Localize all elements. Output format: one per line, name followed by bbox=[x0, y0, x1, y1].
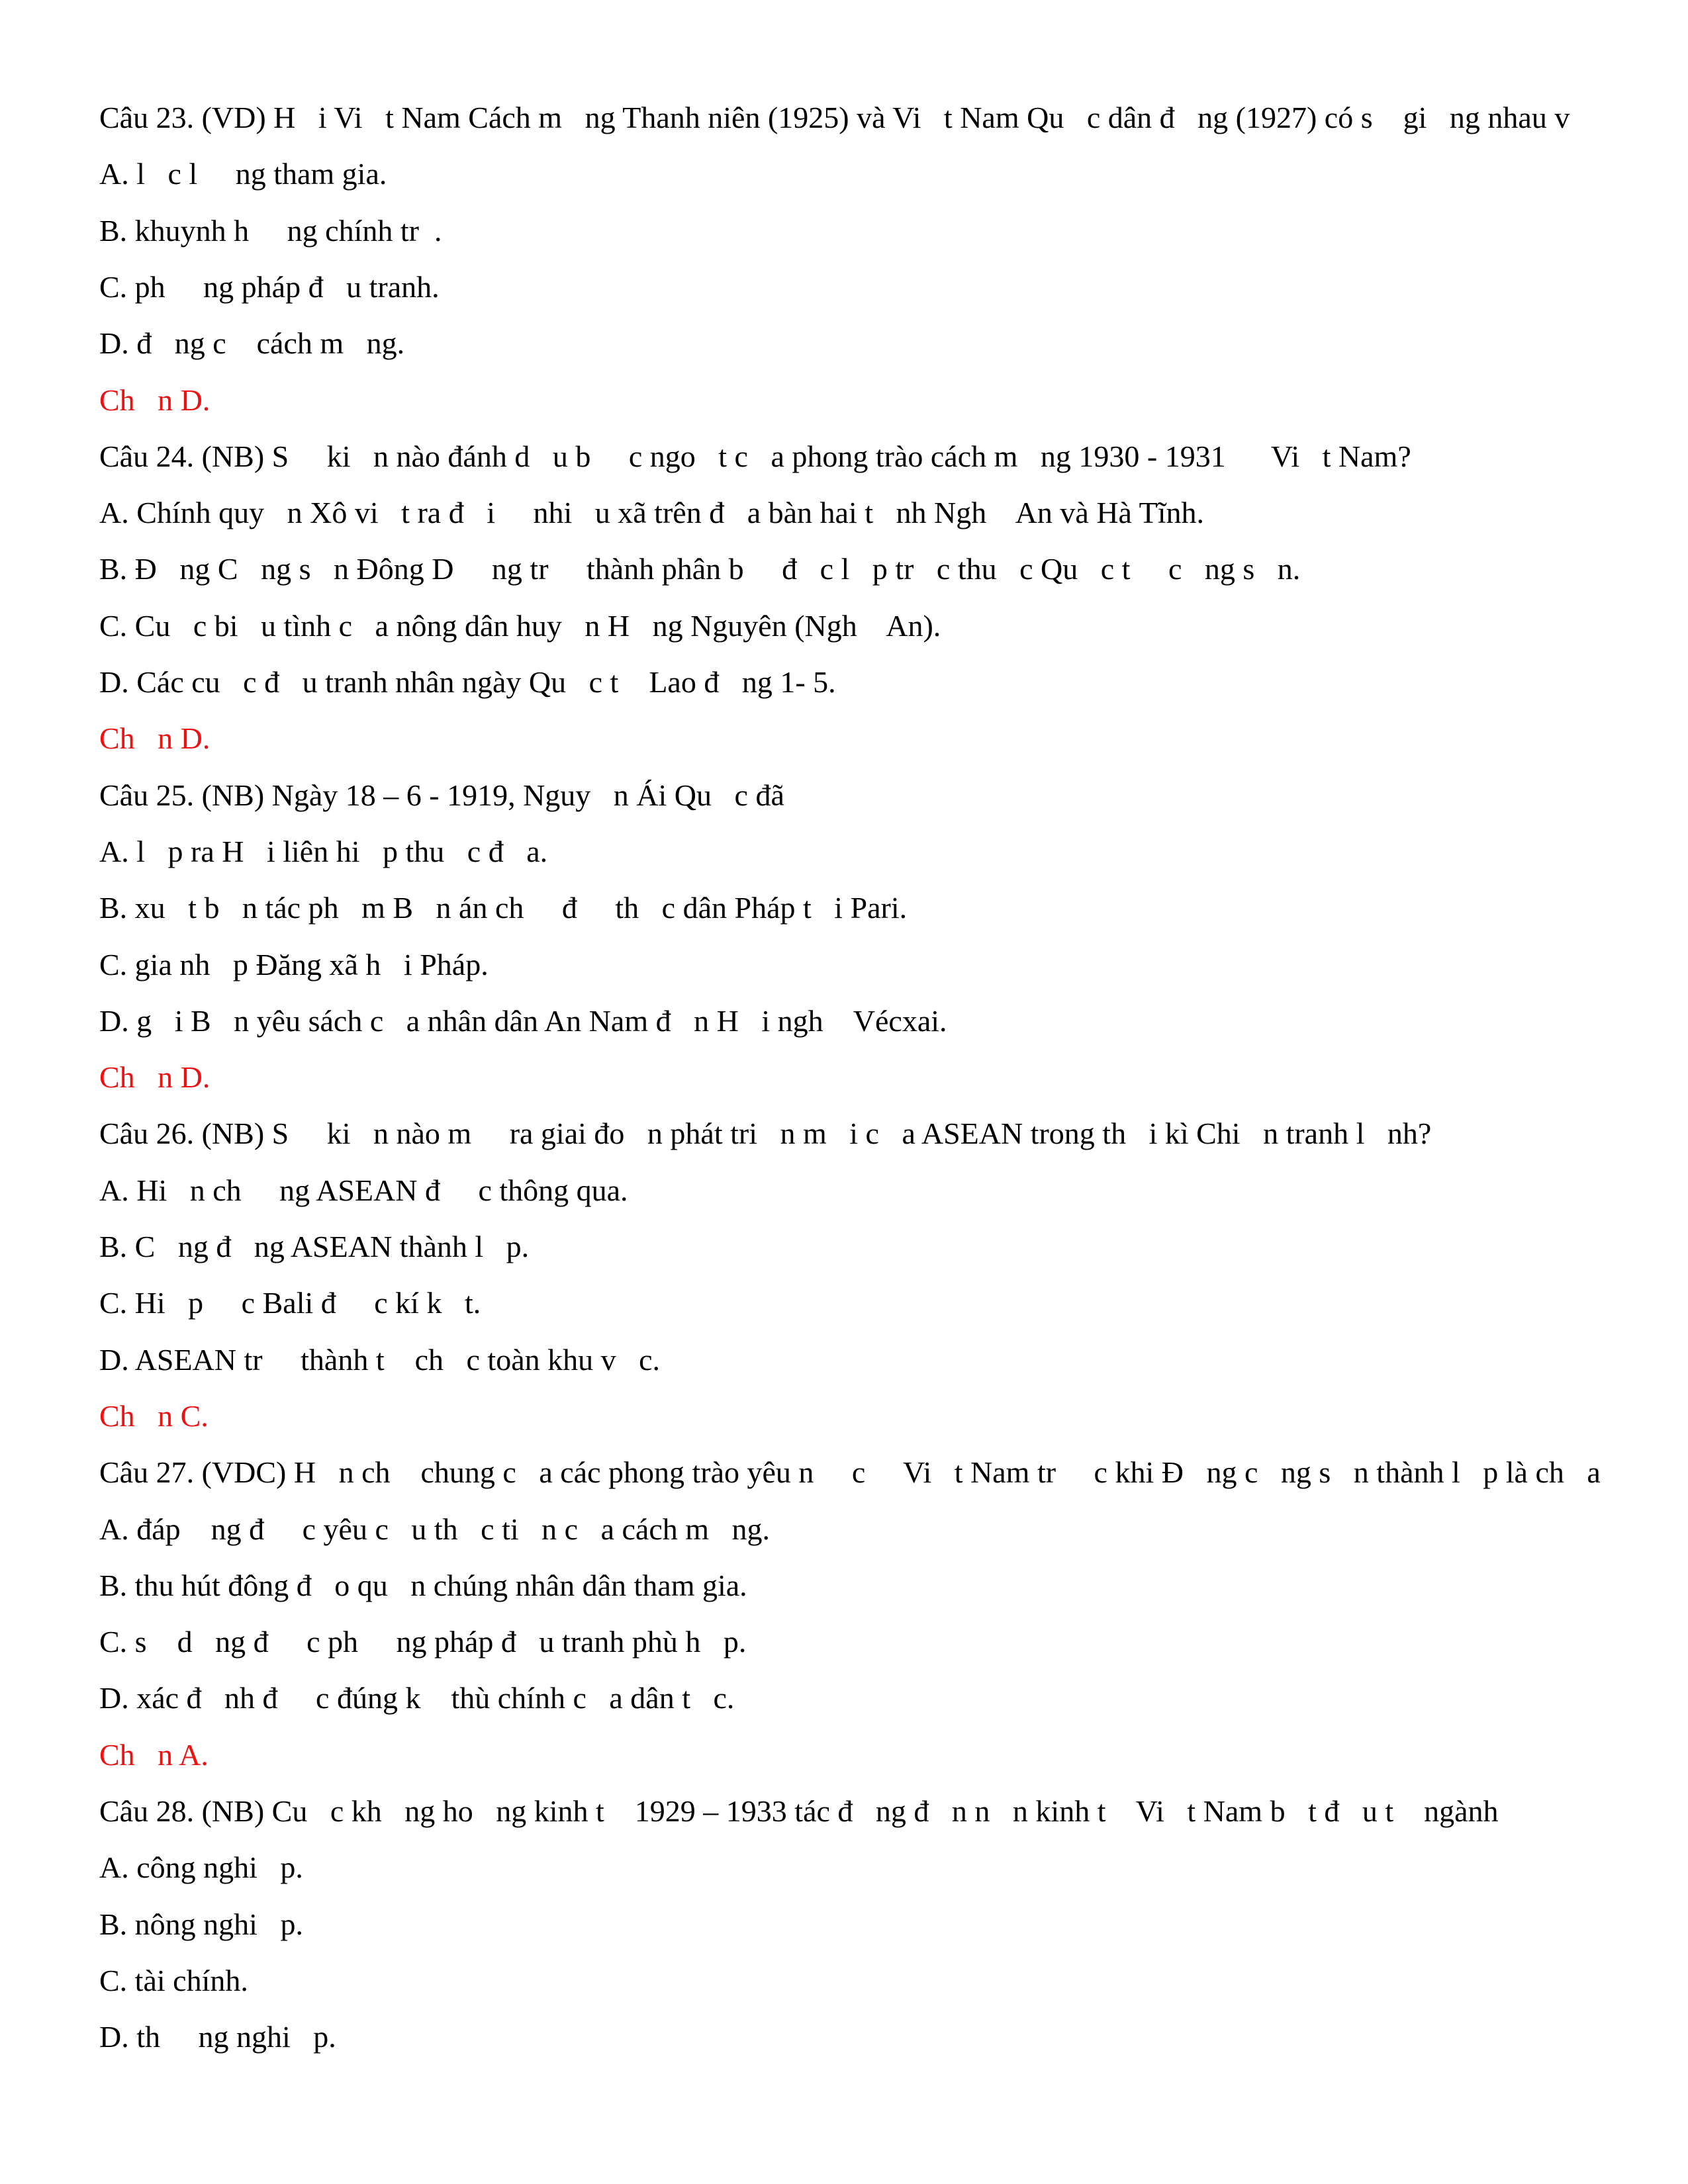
answer-text: Ch n C. bbox=[99, 1399, 209, 1433]
answer-text: Ch n D. bbox=[99, 721, 211, 755]
option-text: C. tài chính. bbox=[99, 1964, 248, 1997]
option-text: C. s d ng đ c ph ng pháp đ u tranh phù h p. bbox=[99, 1625, 747, 1659]
question-text: Câu 28. (NB) Cu c kh ng ho ng kinh t 1929 – 1933 tác đ ng đ n n n kinh t Vi t Nam b t đ u t ngành bbox=[99, 1794, 1499, 1828]
option-text: D. xác đ nh đ c đúng k thù chính c a dân t c. bbox=[99, 1681, 735, 1715]
question-text: Câu 23. (VD) H i Vi t Nam Cách m ng Thanh niên (1925) và Vi t Nam Qu c dân đ ng (1927) có s gi ng nhau v bbox=[99, 101, 1570, 134]
option-text: D. đ ng c cách m ng. bbox=[99, 326, 405, 360]
option-text: B. C ng đ ng ASEAN thành l p. bbox=[99, 1230, 530, 1263]
option-text: A. Hi n ch ng ASEAN đ c thông qua. bbox=[99, 1173, 628, 1207]
option-text: A. công nghi p. bbox=[99, 1850, 303, 1884]
question-text: Câu 27. (VDC) H n ch chung c a các phong trào yêu n c Vi t Nam tr c khi Đ ng c ng s n thành l p là ch a bbox=[99, 1455, 1601, 1489]
question-text: Câu 26. (NB) S ki n nào m ra giai đo n phát tri n m i c a ASEAN trong th i kì Chi n tranh l nh? bbox=[99, 1116, 1432, 1150]
question-text: Câu 24. (NB) S ki n nào đánh d u b c ngo t c a phong trào cách m ng 1930 - 1931 Vi t Nam? bbox=[99, 439, 1411, 473]
option-text: D. th ng nghi p. bbox=[99, 2020, 336, 2054]
option-text: C. Cu c bi u tình c a nông dân huy n H ng Nguyên (Ngh An). bbox=[99, 609, 941, 643]
option-text: D. ASEAN tr thành t ch c toàn khu v c. bbox=[99, 1343, 661, 1377]
answer-text: Ch n A. bbox=[99, 1738, 209, 1772]
option-text: B. khuynh h ng chính tr . bbox=[99, 214, 442, 248]
option-text: A. đáp ng đ c yêu c u th c ti n c a cách m ng. bbox=[99, 1512, 771, 1546]
option-text: A. Chính quy n Xô vi t ra đ i nhi u xã trên đ a bàn hai t nh Ngh An và Hà Tĩnh. bbox=[99, 496, 1205, 529]
option-text: B. xu t b n tác ph m B n án ch đ th c dân Pháp t i Pari. bbox=[99, 891, 908, 925]
answer-text: Ch n D. bbox=[99, 383, 211, 417]
option-text: A. l c l ng tham gia. bbox=[99, 157, 387, 191]
question-text: Câu 25. (NB) Ngày 18 – 6 - 1919, Nguy n Ái Qu c đã bbox=[99, 778, 784, 812]
option-text: C. gia nh p Đăng xã h i Pháp. bbox=[99, 948, 489, 981]
option-text: D. Các cu c đ u tranh nhân ngày Qu c t Lao đ ng 1- 5. bbox=[99, 665, 836, 699]
option-text: D. g i B n yêu sách c a nhân dân An Nam đ n H i ngh Vécxai. bbox=[99, 1004, 947, 1038]
option-text: A. l p ra H i liên hi p thu c đ a. bbox=[99, 835, 548, 868]
option-text: C. Hi p c Bali đ c kí k t. bbox=[99, 1286, 481, 1320]
option-text: B. thu hút đông đ o qu n chúng nhân dân tham gia. bbox=[99, 1569, 747, 1602]
option-text: C. ph ng pháp đ u tranh. bbox=[99, 270, 440, 304]
option-text: B. nông nghi p. bbox=[99, 1907, 303, 1941]
option-text: B. Đ ng C ng s n Đông D ng tr thành phân b đ c l p tr c thu c Qu c t c ng s n. bbox=[99, 552, 1301, 586]
answer-text: Ch n D. bbox=[99, 1060, 211, 1094]
